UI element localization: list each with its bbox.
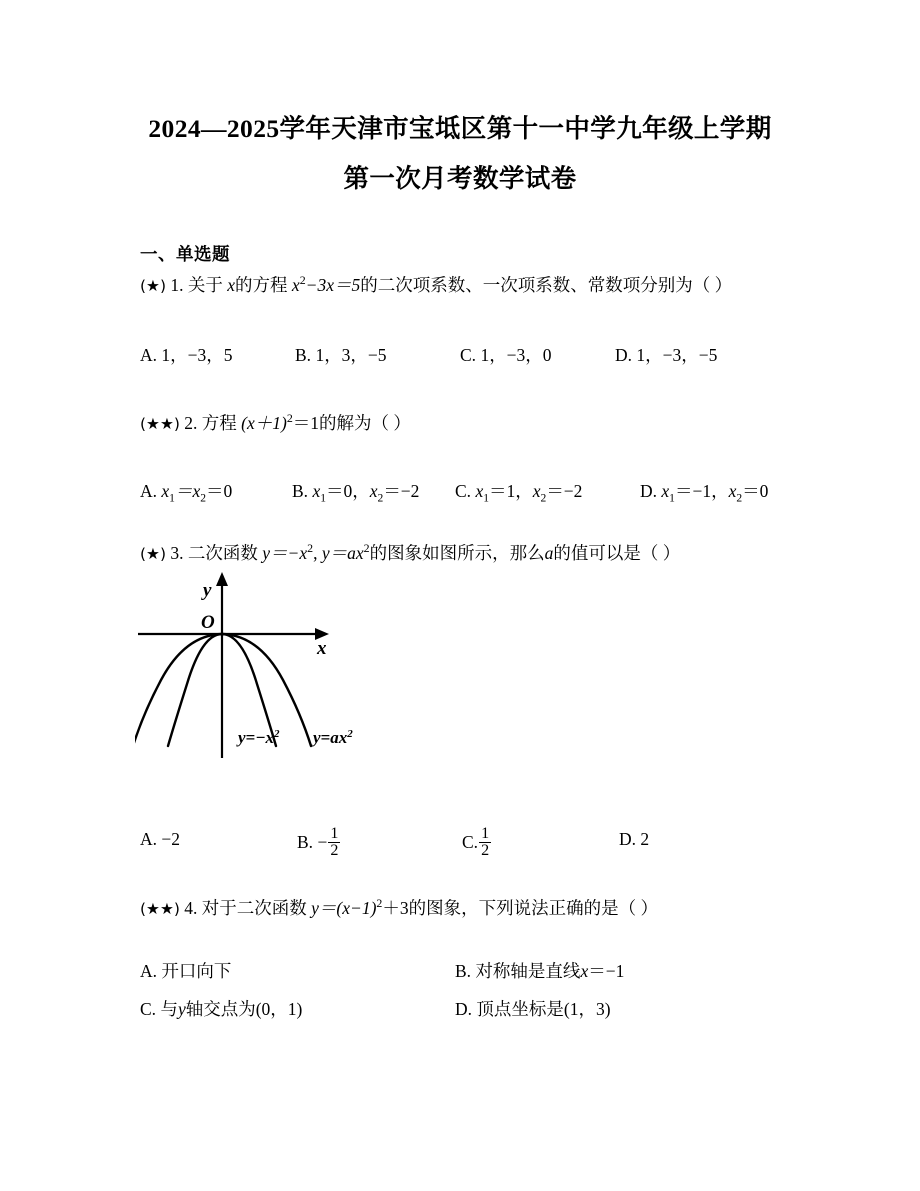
- fraction-numerator: 1: [481, 825, 490, 842]
- question-2-option-b[interactable]: [292, 478, 419, 504]
- option-letter: B.: [455, 961, 472, 981]
- option-letter: B.: [292, 481, 309, 501]
- option-text: 1，−3，0: [480, 345, 552, 365]
- option-var-1: x: [161, 481, 170, 501]
- option-letter: A.: [140, 345, 158, 365]
- option-sub-1: 1: [320, 492, 326, 505]
- option-var-1: x: [475, 481, 484, 501]
- option-fraction: [328, 826, 340, 859]
- option-eq-2: ＝0: [742, 481, 769, 501]
- option-sub-1: 1: [169, 492, 175, 505]
- question-1-option-d[interactable]: [615, 342, 717, 368]
- option-text: 顶点坐标是(1，3): [476, 999, 611, 1019]
- option-text: 2: [640, 829, 650, 849]
- fraction-denominator: 2: [481, 842, 490, 860]
- option-letter: C.: [140, 999, 157, 1019]
- curve-label-inner: $y=-x^2$: [238, 728, 280, 747]
- question-4-stem: [140, 895, 658, 922]
- option-var-2: x: [532, 481, 541, 501]
- question-1-option-b[interactable]: [295, 342, 387, 368]
- option-variable: y: [177, 999, 186, 1019]
- option-text: 1，−3，5: [161, 345, 233, 365]
- option-eq-2: ＝0: [206, 481, 233, 501]
- option-letter: A.: [140, 481, 158, 501]
- parabola-figure: [135, 568, 405, 768]
- curve-inner-left: [168, 634, 222, 746]
- option-text-pre: 与: [160, 999, 178, 1019]
- curve-outer-left: [135, 634, 222, 746]
- question-1-text-c: 的二次项系数、一次项系数、常数项分别为（ ）: [360, 275, 733, 295]
- question-4-y: y: [311, 898, 319, 918]
- question-4-exponent: 2: [376, 896, 383, 911]
- option-variable: x: [580, 961, 589, 981]
- question-2-expr: (x＋1): [241, 413, 287, 433]
- question-2-number: 2.: [184, 413, 198, 433]
- option-eq-2: ＝−2: [546, 481, 583, 501]
- question-1-text-b: 的方程: [235, 275, 292, 295]
- question-4-difficulty: (★★): [140, 900, 180, 918]
- option-var-1: x: [312, 481, 321, 501]
- option-var-1: x: [661, 481, 670, 501]
- question-3-func1-y: y: [262, 543, 271, 563]
- question-3-comma: ,: [313, 543, 322, 563]
- question-3-func2-y: y: [321, 543, 330, 563]
- option-sign: −: [317, 831, 328, 852]
- option-eq-1: ＝−1，: [674, 481, 729, 501]
- option-text-post: 轴交点为(0，1): [185, 999, 303, 1019]
- option-sub-2: 2: [540, 492, 547, 505]
- question-4-text-b: 的图象，下列说法正确的是（ ）: [408, 898, 658, 918]
- question-3-text-a: 二次函数: [187, 543, 263, 563]
- option-sub-2: 2: [200, 492, 207, 505]
- option-letter: B.: [295, 345, 312, 365]
- question-1-text-a: 关于: [187, 275, 228, 295]
- x-axis-label: x: [317, 638, 327, 659]
- question-1-number: 1.: [170, 275, 184, 295]
- question-3-number: 3.: [170, 543, 184, 563]
- question-1-expr-exponent: 2: [299, 273, 306, 288]
- question-1-variable: x: [227, 275, 236, 295]
- option-letter: C.: [462, 831, 479, 852]
- option-eq-1: ＝0，: [326, 481, 370, 501]
- option-eq-2: ＝−2: [383, 481, 420, 501]
- question-2-expr-tail: ＝1: [292, 413, 320, 433]
- question-2-text-a: 方程: [201, 413, 242, 433]
- question-4-expr: ＝(x−1): [318, 898, 377, 918]
- option-letter: D.: [455, 999, 473, 1019]
- parabola-figure-svg: [135, 568, 405, 768]
- question-1-expr-tail: −3x＝5: [305, 275, 361, 295]
- question-1-expr-base: x: [291, 275, 300, 295]
- option-letter: B.: [297, 831, 314, 852]
- question-2-option-c[interactable]: [455, 478, 582, 504]
- fraction-numerator: 1: [330, 825, 339, 842]
- option-text: −2: [161, 829, 181, 849]
- question-1-option-a[interactable]: [140, 342, 233, 368]
- question-3-text-c: 的值可以是（ ）: [553, 543, 681, 563]
- question-2-stem: [140, 410, 411, 437]
- question-2-text-b: 的解为（ ）: [319, 413, 411, 433]
- question-3-difficulty: (★): [140, 545, 166, 563]
- option-letter: D.: [640, 481, 658, 501]
- option-text-post: ＝−1: [588, 961, 625, 981]
- option-text: 1，3，−5: [315, 345, 387, 365]
- question-1-option-c[interactable]: [460, 342, 552, 368]
- option-letter: A.: [140, 961, 158, 981]
- option-var-2: x: [369, 481, 378, 501]
- question-4-number: 4.: [184, 898, 198, 918]
- option-letter: A.: [140, 829, 158, 849]
- question-3-option-c[interactable]: [462, 826, 492, 859]
- option-fraction: [479, 826, 491, 859]
- question-3-option-d[interactable]: [619, 826, 649, 852]
- y-axis-arrowhead: [216, 572, 228, 586]
- option-letter: C.: [455, 481, 472, 501]
- option-sub-1: 1: [669, 492, 675, 505]
- option-eq-1: ＝x: [174, 481, 201, 501]
- question-1-stem: [140, 272, 732, 299]
- option-text: 开口向下: [161, 961, 232, 981]
- y-axis-label: y: [203, 580, 212, 601]
- question-2-option-d[interactable]: [640, 478, 768, 504]
- question-3-text-b: 的图象如图所示，那么: [369, 543, 545, 563]
- question-4-option-a[interactable]: [140, 958, 231, 984]
- curve-label-outer: $y=ax^2$: [313, 728, 353, 747]
- question-3-stem: [140, 540, 680, 567]
- question-3-func2-eq: ＝ax: [329, 543, 364, 563]
- question-4-option-b[interactable]: [455, 958, 624, 984]
- option-text-pre: 对称轴是直线: [475, 961, 581, 981]
- question-2-option-a[interactable]: [140, 478, 232, 504]
- page-title: 2024—2025学年天津市宝坻区第十一中学九年级上学期第一次月考数学试卷: [148, 114, 772, 193]
- section-heading-single-choice: 一、单选题: [140, 244, 230, 264]
- option-letter: D.: [615, 345, 633, 365]
- question-4-option-c[interactable]: [140, 996, 302, 1022]
- question-4-expr-tail: ＋3: [382, 898, 409, 918]
- option-eq-1: ＝1，: [489, 481, 533, 501]
- question-2-expr-exponent: 2: [286, 411, 293, 426]
- option-letter: C.: [460, 345, 477, 365]
- question-4-option-d[interactable]: [455, 996, 611, 1022]
- option-sub-2: 2: [736, 492, 743, 505]
- question-3-func1-exponent: 2: [307, 541, 314, 556]
- question-2-difficulty: (★★): [140, 415, 180, 433]
- question-3-func1-eq: ＝−x: [270, 543, 308, 563]
- question-3-option-b[interactable]: [297, 826, 341, 859]
- option-var-2: x: [728, 481, 737, 501]
- option-text: 1，−3，−5: [636, 345, 718, 365]
- origin-label: O: [201, 612, 215, 633]
- question-4-text-a: 对于二次函数: [201, 898, 312, 918]
- option-sub-1: 1: [483, 492, 489, 505]
- question-1-difficulty: (★): [140, 277, 166, 295]
- question-3-variable: a: [544, 543, 554, 563]
- option-letter: D.: [619, 829, 637, 849]
- fraction-denominator: 2: [330, 842, 339, 860]
- question-3-option-a[interactable]: [140, 826, 180, 852]
- option-sub-2: 2: [377, 492, 384, 505]
- question-3-func2-exponent: 2: [363, 541, 370, 556]
